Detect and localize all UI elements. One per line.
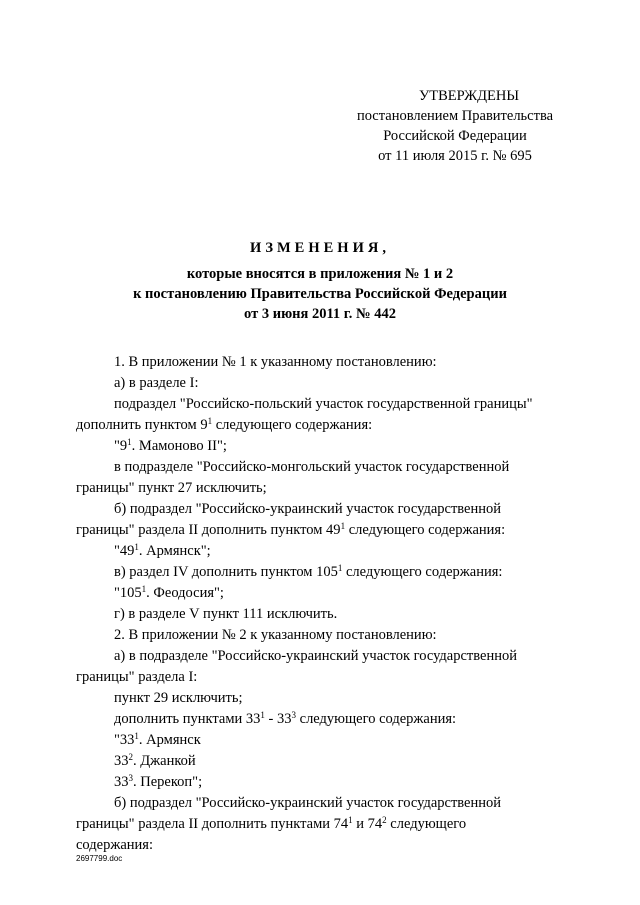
title-line: которые вносятся в приложения № 1 и 2: [186, 266, 454, 282]
paragraph: в) раздел IV дополнить пунктом $105^1$ следующего содержания:: [114, 563, 503, 580]
document-body: [76, 352, 560, 856]
paragraph-line: б) подраздел "Российско-украинский участок государственной: [114, 795, 502, 811]
approval-line: постановлением Правительства: [356, 108, 554, 124]
paragraph: 2. В приложении № 2 к указанному постановлению:: [114, 627, 437, 643]
paragraph-line: б) подраздел "Российско-украинский участок государственной: [114, 501, 502, 517]
paragraph: "$33^1$. Армянск: [114, 731, 201, 748]
paragraph-line: в подразделе "Российско-монгольский участок государственной: [114, 459, 510, 475]
paragraph: а) в разделе I:: [114, 375, 199, 391]
title-heading: ИЗМЕНЕНИЯ,: [250, 240, 390, 256]
paragraph-line: дополнить пунктом $9^1$ следующего содержания:: [76, 416, 373, 433]
approval-date-number: от 11 июля 2015 г. № 695: [378, 148, 532, 164]
approval-stamp: [330, 86, 580, 166]
paragraph-line: границы" раздела II дополнить пунктами $74^1$ и $74^2$ следующего: [76, 815, 467, 832]
paragraph-line: границы" раздела II дополнить пунктом $49^1$ следующего содержания:: [76, 521, 506, 538]
paragraph: $33^3$. Перекоп";: [114, 773, 203, 790]
approval-heading: УТВЕРЖДЕНЫ: [418, 88, 520, 104]
paragraph-line: подраздел "Российско-польский участок государственной границы": [114, 396, 533, 412]
footer-filename: 2697799.doc: [76, 854, 123, 863]
document-title: [60, 238, 580, 324]
paragraph-line: содержания:: [76, 837, 154, 853]
paragraph-line: границы" раздела I:: [76, 669, 198, 685]
paragraph: г) в разделе V пункт 111 исключить.: [114, 606, 338, 622]
paragraph: "$9^1$. Мамоново II";: [114, 437, 227, 454]
paragraph-line: а) в подразделе "Российско-украинский участок государственной: [114, 648, 517, 664]
title-line: от 3 июня 2011 г. № 442: [244, 306, 396, 322]
paragraph: пункт 29 исключить;: [114, 690, 243, 706]
paragraph-line: границы" пункт 27 исключить;: [76, 480, 267, 496]
paragraph: дополнить пунктами $33^1 - 33^3$ следующего содержания:: [114, 710, 457, 727]
approval-line: Российской Федерации: [383, 128, 527, 144]
paragraph: $33^2$. Джанкой: [114, 752, 196, 769]
title-line: к постановлению Правительства Российской Федерации: [133, 286, 507, 302]
paragraph: "$105^1$. Феодосия";: [114, 584, 224, 601]
paragraph: "$49^1$. Армянск";: [114, 542, 211, 559]
paragraph: 1. В приложении № 1 к указанному постановлению:: [114, 354, 437, 370]
